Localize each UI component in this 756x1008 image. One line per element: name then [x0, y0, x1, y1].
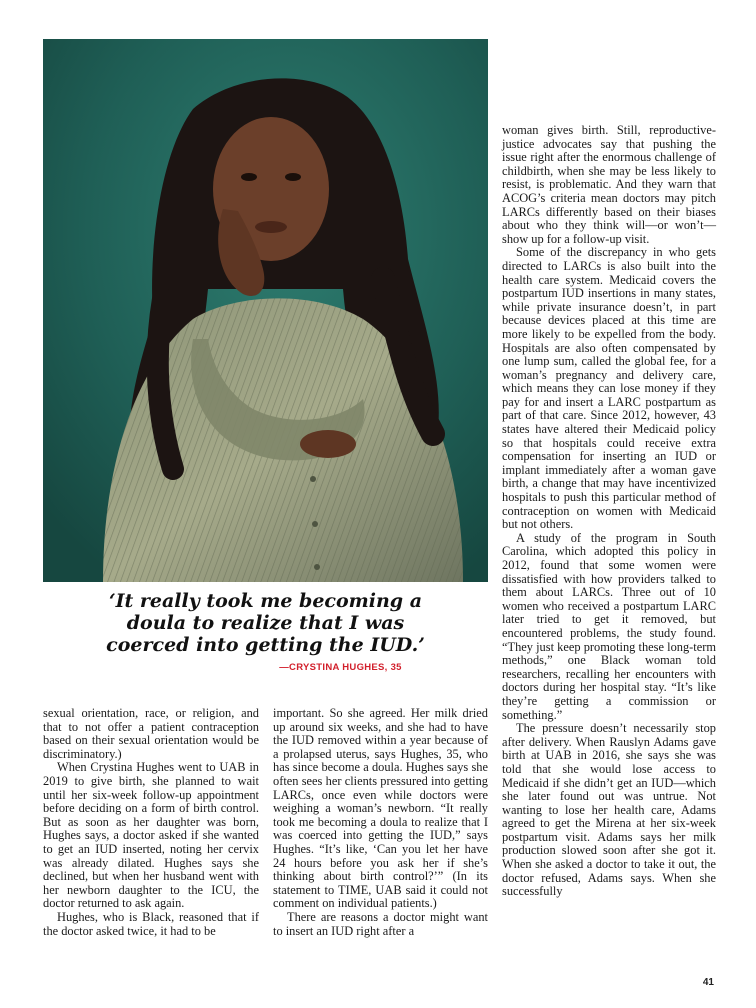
paragraph: woman gives birth. Still, reproductive-justice advocates say that pushing the issue right after the enormous challenge of childbirth, when she may be less likely to resist, is problematic. And they warn that ACOG’s criteria mean doctors may pitch LARCs differently based on their biases about who they think will—or won’t—show up for a follow-up visit.	[502, 123, 716, 246]
article-column-left	[43, 707, 259, 938]
paragraph: important. So she agreed. Her milk dried up around six weeks, and she had to have the IUD removed within a year because of a prolapsed uterus, says Hughes, 35, who has since become a doula. Hughes says she often sees her clients pressured into getting LARCs, once even while doctors were weighing a woman’s newborn. “It really took me becoming a doula to realize that I was coerced into getting the IUD,” says Hughes. “It’s like, ‘Can you let her have 24 hours before you ask her if she’s thinking about birth control?’” (In its statement to TIME, UAB said it could not comment on individual patients.)	[273, 706, 488, 911]
paragraph: When Crystina Hughes went to UAB in 2019 to give birth, she planned to wait until her six-week follow-up appointment before deciding on a form of birth control. But as soon as her daughter was born, Hughes says, a doctor asked if she wanted to get an IUD inserted, noting her cervix was already dilated. Hughes says she declined, but when her husband went with her newborn daughter to the ICU, the doctor returned to ask again.	[43, 760, 259, 911]
paragraph: The pressure doesn’t necessarily stop after delivery. When Rauslyn Adams gave birth at UAB in 2016, she says she was told that she would lose access to Medicaid if she didn’t get an IUD—which she later found out was untrue. Not wanting to lose her health care, Adams agreed to get the Mirena at her six-week postpartum visit. Adams says her milk production slowed soon after she got it. When she asked a doctor to take it out, the doctor refused, Adams says. When she successfully	[502, 721, 716, 899]
pull-quote	[43, 590, 488, 673]
portrait-photo-icon	[43, 39, 488, 582]
paragraph: A study of the program in South Carolina, which adopted this policy in 2012, found that some women were dissatisfied with how providers talked to them about LARCs. Three out of 10 women who received a postpartum LARC later tried to get it removed, but encountered problems, the study found. “They just keep promoting these long-term methods,” one Black woman told researchers, recalling her encounters with doctors during her hospital stay. “It’s like they’re getting a commission or something.”	[502, 530, 716, 722]
article-column-middle	[273, 707, 488, 938]
article-column-right	[502, 124, 716, 899]
paragraph: sexual orientation, race, or religion, and that to not offer a patient contraception based on their sexual orientation would be discriminatory.)	[43, 706, 259, 761]
pull-quote-text: ‘It really took me becoming a doula to realize that I was coerced into getting the IUD.’	[106, 590, 425, 656]
page-number: 41	[702, 977, 714, 988]
paragraph: Some of the discrepancy in who gets directed to LARCs is also built into the health care system. Medicaid covers the postpartum IUD insertions in many states, while private insurance doesn’t, in part because devices placed at this time are more likely to be expelled from the body. Hospitals are also often compensated by one lump sum, called the global fee, for a woman’s pregnancy and delivery care, which means they can lose money if they pay for and insert a LARC postpartum as part of that care. Since 2012, however, 43 states have altered their Medicaid policy so that hospitals could receive extra compensation for inserting an IUD or implant immediately after a woman gave birth, a change that may have incentivized hospitals to push this particular method of contraception on women with Medicaid but not others.	[502, 245, 716, 532]
portrait-photo	[43, 39, 488, 582]
pull-quote-attribution: —CRYSTINA HUGHES, 35	[279, 662, 402, 673]
paragraph: Hughes, who is Black, reasoned that if the doctor asked twice, it had to be	[43, 909, 259, 938]
paragraph: There are reasons a doctor might want to insert an IUD right after a	[273, 909, 488, 938]
